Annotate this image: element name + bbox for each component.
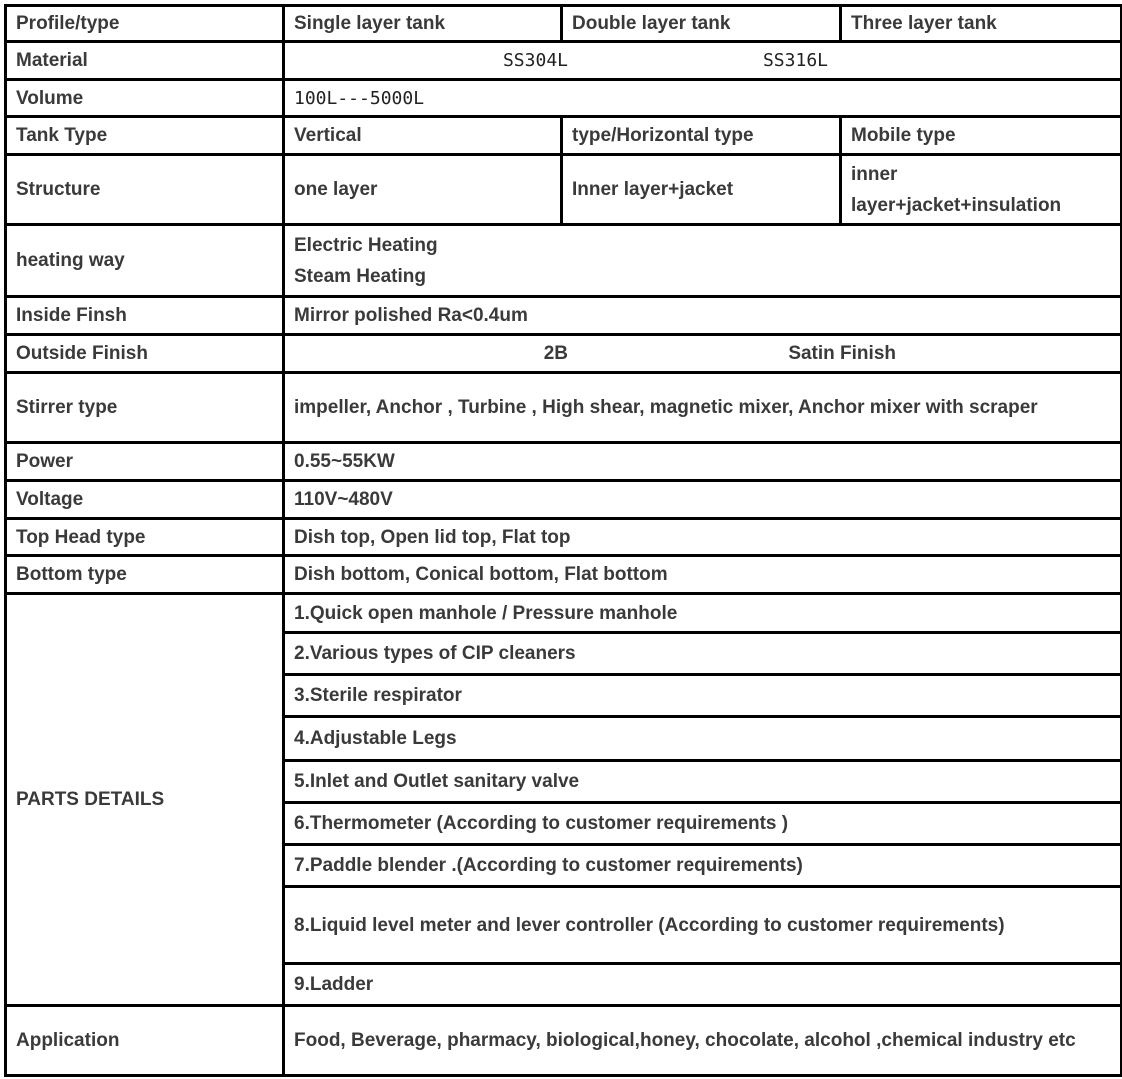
structure-inner-jacket: Inner layer+jacket [562, 155, 841, 225]
heating-electric: Electric Heating [294, 234, 438, 256]
parts-item: 9.Ladder [284, 964, 1122, 1006]
row-profile [6, 6, 1122, 42]
voltage-value: 110V~480V [284, 481, 1122, 519]
parts-label: PARTS DETAILS [6, 594, 284, 1006]
material-ss316l: SS316L [762, 50, 828, 71]
row-inside-finish [6, 297, 1122, 335]
spec-table [4, 4, 1122, 1077]
volume-label: Volume [6, 80, 284, 117]
row-bottom [6, 556, 1122, 594]
material-values [284, 42, 1122, 80]
parts-item: 2.Various types of CIP cleaners [284, 633, 1122, 675]
row-stirrer [6, 373, 1122, 443]
heating-steam: Steam Heating [294, 265, 426, 287]
stirrer-label: Stirrer type [6, 373, 284, 443]
outside-finish-label: Outside Finish [6, 335, 284, 373]
structure-three-layer [841, 155, 1122, 225]
profile-double: Double layer tank [562, 6, 841, 42]
structure-label: Structure [6, 155, 284, 225]
row-outside-finish [6, 335, 1122, 373]
profile-single: Single layer tank [284, 6, 562, 42]
row-voltage [6, 481, 1122, 519]
heating-values [284, 225, 1122, 297]
row-material [6, 42, 1122, 80]
parts-item: 8.Liquid level meter and lever controller (According to customer requirements) [284, 887, 1122, 964]
row-power [6, 443, 1122, 481]
voltage-label: Voltage [6, 481, 284, 519]
tank-type-mobile: Mobile type [841, 117, 1122, 155]
row-top-head [6, 519, 1122, 556]
row-heating [6, 225, 1122, 297]
material-label: Material [6, 42, 284, 80]
parts-item: 1.Quick open manhole / Pressure manhole [284, 594, 1122, 633]
structure-three-line1: inner [851, 163, 898, 185]
row-volume [6, 80, 1122, 117]
material-ss304l: SS304L [502, 50, 568, 71]
power-label: Power [6, 443, 284, 481]
heating-label: heating way [6, 225, 284, 297]
bottom-value: Dish bottom, Conical bottom, Flat bottom [284, 556, 1122, 594]
profile-label: Profile/type [6, 6, 284, 42]
row-structure [6, 155, 1122, 225]
outside-finish-values [284, 335, 1122, 373]
structure-three-line2: layer+jacket+insulation [851, 194, 1062, 216]
parts-item: 7.Paddle blender .(According to customer requirements) [284, 845, 1122, 887]
application-value: Food, Beverage, pharmacy, biological,honey, chocolate, alcohol ,chemical industry etc [284, 1006, 1122, 1076]
inside-finish-label: Inside Finsh [6, 297, 284, 335]
row-parts-1 [6, 594, 1122, 633]
outside-finish-satin: Satin Finish [788, 343, 896, 364]
row-tank-type [6, 117, 1122, 155]
row-application [6, 1006, 1122, 1076]
outside-finish-2b: 2B [543, 343, 568, 364]
stirrer-value: impeller, Anchor , Turbine , High shear, magnetic mixer, Anchor mixer with scraper [284, 373, 1122, 443]
top-head-value: Dish top, Open lid top, Flat top [284, 519, 1122, 556]
volume-value: 100L---5000L [284, 80, 1122, 117]
parts-item: 5.Inlet and Outlet sanitary valve [284, 761, 1122, 803]
application-label: Application [6, 1006, 284, 1076]
structure-one-layer: one layer [284, 155, 562, 225]
tank-type-horizontal: type/Horizontal type [562, 117, 841, 155]
tank-type-vertical: Vertical [284, 117, 562, 155]
inside-finish-value: Mirror polished Ra<0.4um [284, 297, 1122, 335]
bottom-label: Bottom type [6, 556, 284, 594]
profile-three: Three layer tank [841, 6, 1122, 42]
parts-item: 3.Sterile respirator [284, 675, 1122, 717]
top-head-label: Top Head type [6, 519, 284, 556]
parts-item: 6.Thermometer (According to customer requirements ) [284, 803, 1122, 845]
tank-type-label: Tank Type [6, 117, 284, 155]
parts-item: 4.Adjustable Legs [284, 717, 1122, 761]
power-value: 0.55~55KW [284, 443, 1122, 481]
